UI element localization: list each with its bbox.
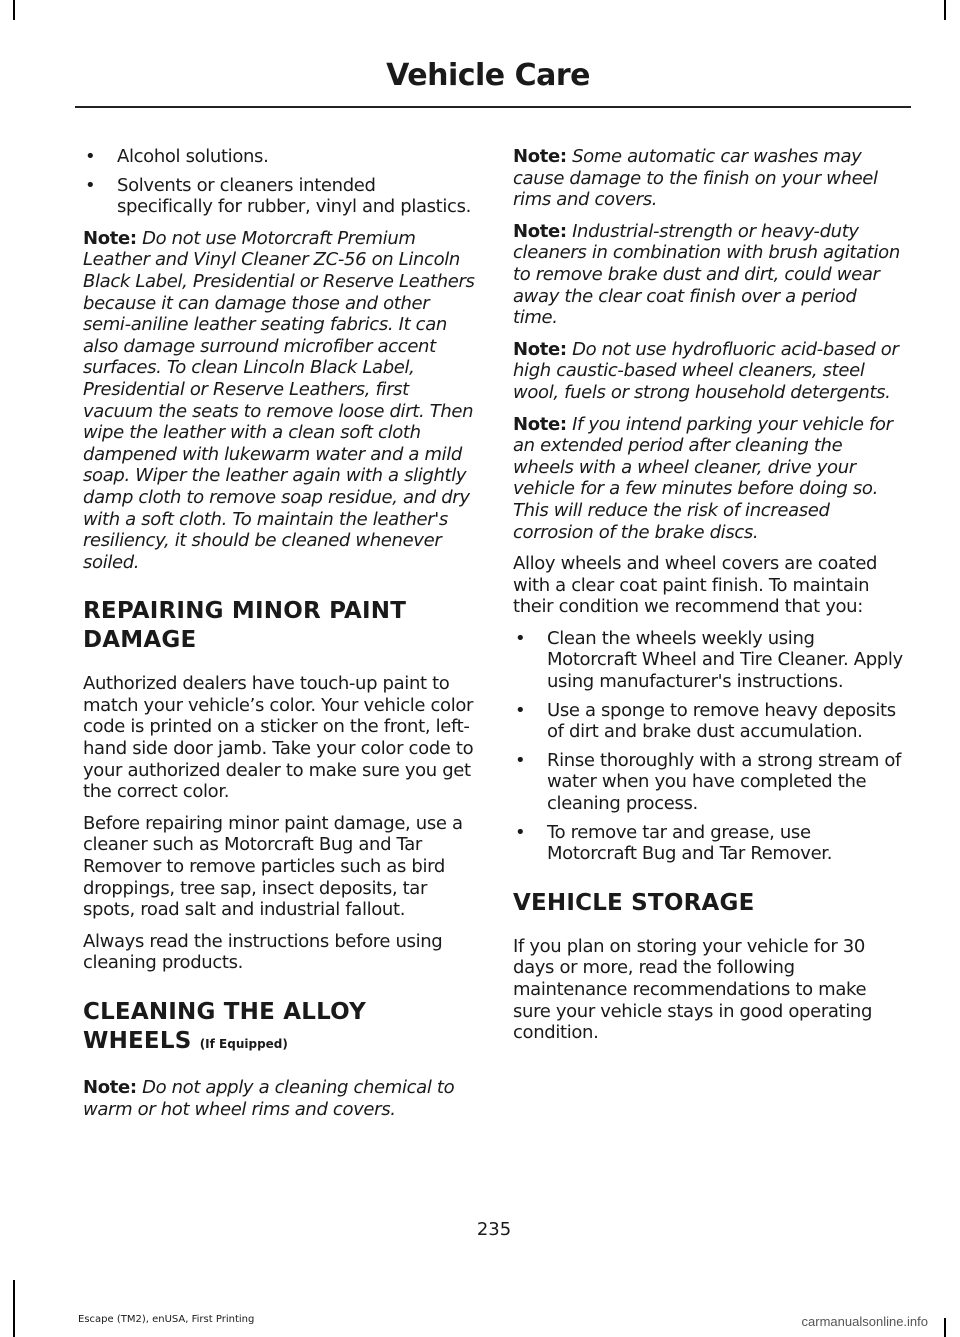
note-paragraph	[83, 228, 475, 574]
list-item: • Rinse thoroughly with a strong stream of water when you have completed the cleaning process.	[515, 749, 902, 815]
list-item: • Solvents or cleaners intended specifically for rubber, vinyl and plastics.	[85, 174, 471, 218]
note-label: Note:	[513, 220, 567, 242]
section-heading-paint: REPAIRING MINOR PAINT DAMAGE	[83, 598, 407, 654]
note-text: Industrial-strength or heavy-duty cleaners in combination with brush agitation to remove brake dust and dirt, could wear away the clear coat finish over a period time.	[513, 220, 900, 329]
note-paragraph	[513, 414, 905, 544]
bullet-glyph: •	[515, 627, 526, 649]
bullet-glyph: •	[515, 749, 526, 771]
watermark[interactable]: carmanualsonline.info	[801, 1314, 928, 1329]
paragraph: If you plan on storing your vehicle for 30 days or more, read the following maintenance recommendations to make sure your vehicle stays in good operating condition.	[513, 935, 873, 1044]
page-number: 235	[476, 1219, 512, 1240]
bullet-glyph: •	[515, 821, 526, 843]
bullet-glyph: •	[85, 174, 96, 196]
section-heading-storage: VEHICLE STORAGE	[513, 889, 755, 916]
note-text: Some automatic car washes may cause damage to the finish on your wheel rims and covers.	[513, 146, 878, 211]
paragraph: Always read the instructions before using cleaning products.	[83, 930, 443, 974]
crop-mark-top-left	[13, 0, 15, 20]
if-equipped-label: (If Equipped)	[199, 1037, 288, 1051]
header-rule	[75, 106, 911, 108]
note-label: Note:	[513, 338, 567, 360]
bullet-list	[83, 146, 475, 218]
left-column	[83, 146, 475, 1130]
bullet-glyph: •	[85, 146, 96, 167]
note-paragraph	[513, 146, 905, 211]
section-heading-wheels: CLEANING THE ALLOY WHEELS (If Equipped)	[83, 999, 366, 1054]
note-text: Do not use Motorcraft Premium Leather and Vinyl Cleaner ZC-56 on Lincoln Black Label, Presidential or Reserve Leathers because it can damage those and other semi-aniline leather seating fabrics. It can also damage surround microfiber accent surfaces. To clean Lincoln Black Label, Presidential or Reserve Leathers, first vacuum the seats to remove loose dirt. Then wipe the leather with a clean soft cloth dampened with lukewarm water and a mild soap. Wiper the leather again with a slightly damp cloth to remove soap residue, and dry with a soft cloth. To maintain the leather's resiliency, it should be cleaned whenever soiled.	[83, 227, 475, 573]
page-title: Vehicle Care	[386, 58, 590, 93]
note-text: Do not apply a cleaning chemical to warm or hot wheel rims and covers.	[83, 1077, 455, 1120]
note-label: Note:	[513, 146, 567, 167]
footer-text: Escape (TM2), enUSA, First Printing	[78, 1314, 255, 1325]
note-text: Do not use hydrofluoric acid-based or high caustic-based wheel cleaners, steel wool, fuels or strong household detergents.	[513, 338, 899, 403]
note-paragraph	[83, 1077, 475, 1120]
bullet-glyph: •	[515, 699, 526, 721]
list-item: • Clean the wheels weekly using Motorcraft Wheel and Tire Cleaner. Apply using manufacturer's instructions.	[515, 627, 903, 693]
crop-mark-top-right	[944, 0, 946, 20]
list-item: • Use a sponge to remove heavy deposits of dirt and brake dust accumulation.	[515, 699, 896, 743]
crop-mark-bottom-left	[13, 1280, 15, 1337]
list-item: • Alcohol solutions.	[85, 146, 269, 167]
list-item: • To remove tar and grease, use Motorcraft Bug and Tar Remover.	[515, 821, 833, 865]
bullet-list	[513, 628, 905, 865]
note-paragraph	[513, 221, 905, 329]
paragraph: Authorized dealers have touch-up paint to match your vehicle’s color. Your vehicle color code is printed on a sticker on the front, left-hand side door jamb. Take your color code to your authorized dealer to make sure you get the correct color.	[83, 673, 474, 803]
right-column	[513, 146, 905, 1054]
paragraph: Before repairing minor paint damage, use a cleaner such as Motorcraft Bug and Tar Remover to remove particles such as bird droppings, tree sap, insect deposits, tar spots, road salt and industrial fallout.	[83, 812, 463, 921]
note-text: If you intend parking your vehicle for an extended period after cleaning the wheels with a wheel cleaner, drive your vehicle for a few minutes before doing so. This will reduce the risk of increased corrosion of the brake discs.	[513, 413, 893, 543]
note-label: Note:	[83, 1077, 137, 1098]
note-label: Note:	[513, 413, 567, 435]
paragraph: Alloy wheels and wheel covers are coated with a clear coat paint finish. To maintain their condition we recommend that you:	[513, 553, 878, 618]
crop-mark-bottom-right	[944, 1318, 946, 1337]
note-label: Note:	[83, 227, 137, 249]
note-paragraph	[513, 339, 905, 404]
